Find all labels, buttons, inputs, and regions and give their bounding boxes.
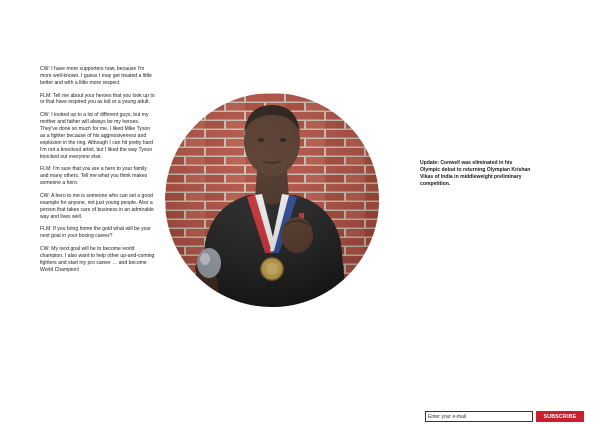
newsletter-signup [425, 411, 584, 422]
interview-paragraph: FLM: I'm sure that you are a hero to your family and many others. Tell me what you think makes someone a hero. [40, 166, 148, 187]
email-input[interactable] [425, 411, 533, 422]
update-note: Update: Conwell was eliminated in his Olympic debut to returning Olympian Krishan Vikas of India in middleweight preliminary competition. [420, 160, 531, 187]
interview-paragraph: FLM: If you bring home the gold what will be your next goal in your boxing career? [40, 226, 151, 240]
interview-column [40, 66, 156, 279]
interview-paragraph: CW: I looked up to a lot of different guys, but my mother and father will always be my heroes. They've done so much for me. I liked Mike Tyson as a fighter because of his aggressiveness and explosion in the ring. Although I can hit pretty hard I'm not a knockout artist, but I liked the way Tyson knocked out everyone else. [40, 112, 153, 160]
interview-paragraph: CW: I have more supporters now, because I'm more well-known. I guess I may get treated a little better and with a little more respect. [40, 66, 152, 86]
boxer-portrait-photo [165, 93, 379, 307]
interview-paragraph: FLM: Tell me about your heroes that you look up to or that have inspired you as kid or a young adult. [40, 92, 155, 106]
subscribe-button[interactable]: SUBSCRIBE [536, 411, 584, 422]
interview-paragraph: CW: A hero to me is someone who can set a good example for anyone, not just young people. Also a person that takes care of business in an admirable way and lives well. [40, 192, 154, 220]
interview-paragraph: CW: My next goal will be to become world champion. I also want to help other up-and-coming fighters and start my pro career … and become World Champion! [40, 245, 155, 273]
